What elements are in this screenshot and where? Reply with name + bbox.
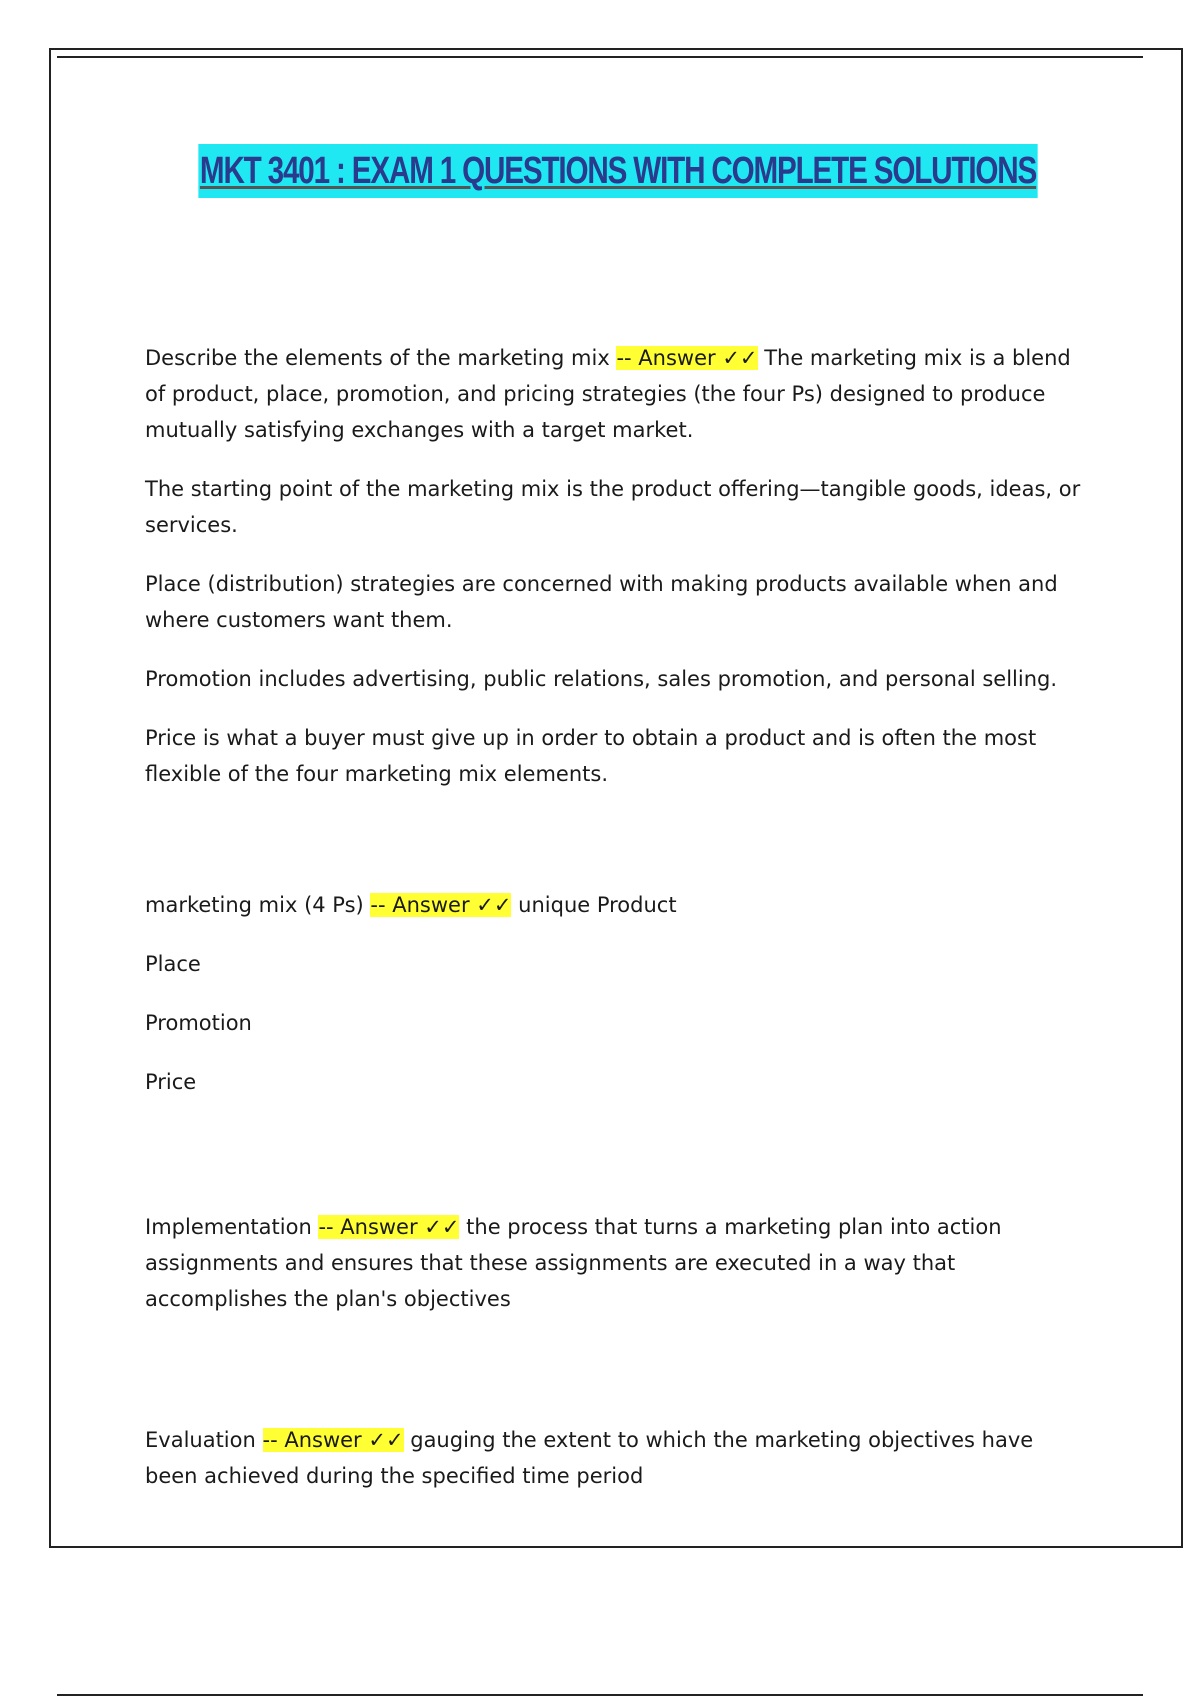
title-wrap — [0, 144, 1200, 198]
answer-marker: -- Answer ✓✓ — [262, 1428, 404, 1452]
answer-marker: -- Answer ✓✓ — [370, 893, 512, 917]
answer-marker: -- Answer ✓✓ — [616, 346, 758, 370]
answer-paragraph: Promotion — [145, 1011, 252, 1035]
question-answer-paragraph — [145, 887, 1090, 923]
answer-text: gauging the extent to which the marketing objectives have been achieved during the specified time period — [145, 1428, 1034, 1488]
qa-item — [145, 1422, 1090, 1494]
answer-marker: -- Answer ✓✓ — [318, 1215, 460, 1239]
question-answer-paragraph — [145, 340, 1090, 448]
answer-paragraph: Place — [145, 952, 201, 976]
question-text: Implementation — [145, 1215, 312, 1239]
spacer — [145, 815, 1090, 887]
question-answer-paragraph — [145, 1209, 1090, 1317]
question-text: Describe the elements of the marketing mix — [145, 346, 610, 370]
answer-paragraph: Promotion includes advertising, public relations, sales promotion, and personal selling. — [145, 667, 1058, 691]
qa-item — [145, 1209, 1090, 1317]
bottom-rule — [57, 1694, 1143, 1696]
document-title: MKT 3401 : EXAM 1 QUESTIONS WITH COMPLETE SOLUTIONS — [198, 144, 1037, 198]
answer-paragraph: Place (distribution) strategies are concerned with making products available when and where customers want them. — [145, 572, 1058, 632]
answer-paragraph: The starting point of the marketing mix is the product offering—tangible goods, ideas, or services. — [145, 477, 1081, 537]
answer-text: unique Product — [518, 893, 677, 917]
answer-paragraph: Price — [145, 1070, 197, 1094]
question-text: Evaluation — [145, 1428, 256, 1452]
document-body — [145, 340, 1090, 1517]
answer-paragraph: Price is what a buyer must give up in order to obtain a product and is often the most flexible of the four marketing mix elements. — [145, 726, 1037, 786]
question-text: marketing mix (4 Ps) — [145, 893, 364, 917]
answer-text: the process that turns a marketing plan into action assignments and ensures that these assignments are executed in a way that accomplishes the plan's objectives — [145, 1215, 1002, 1311]
spacer — [145, 1123, 1090, 1209]
question-answer-paragraph — [145, 1422, 1090, 1494]
spacer — [145, 1340, 1090, 1422]
answer-text: The marketing mix is a blend of product, place, promotion, and pricing strategies (the four Ps) designed to produce mutually satisfying exchanges with a target market. — [145, 346, 1071, 442]
qa-item — [145, 887, 1090, 1100]
top-rule — [57, 56, 1143, 58]
qa-item — [145, 340, 1090, 792]
